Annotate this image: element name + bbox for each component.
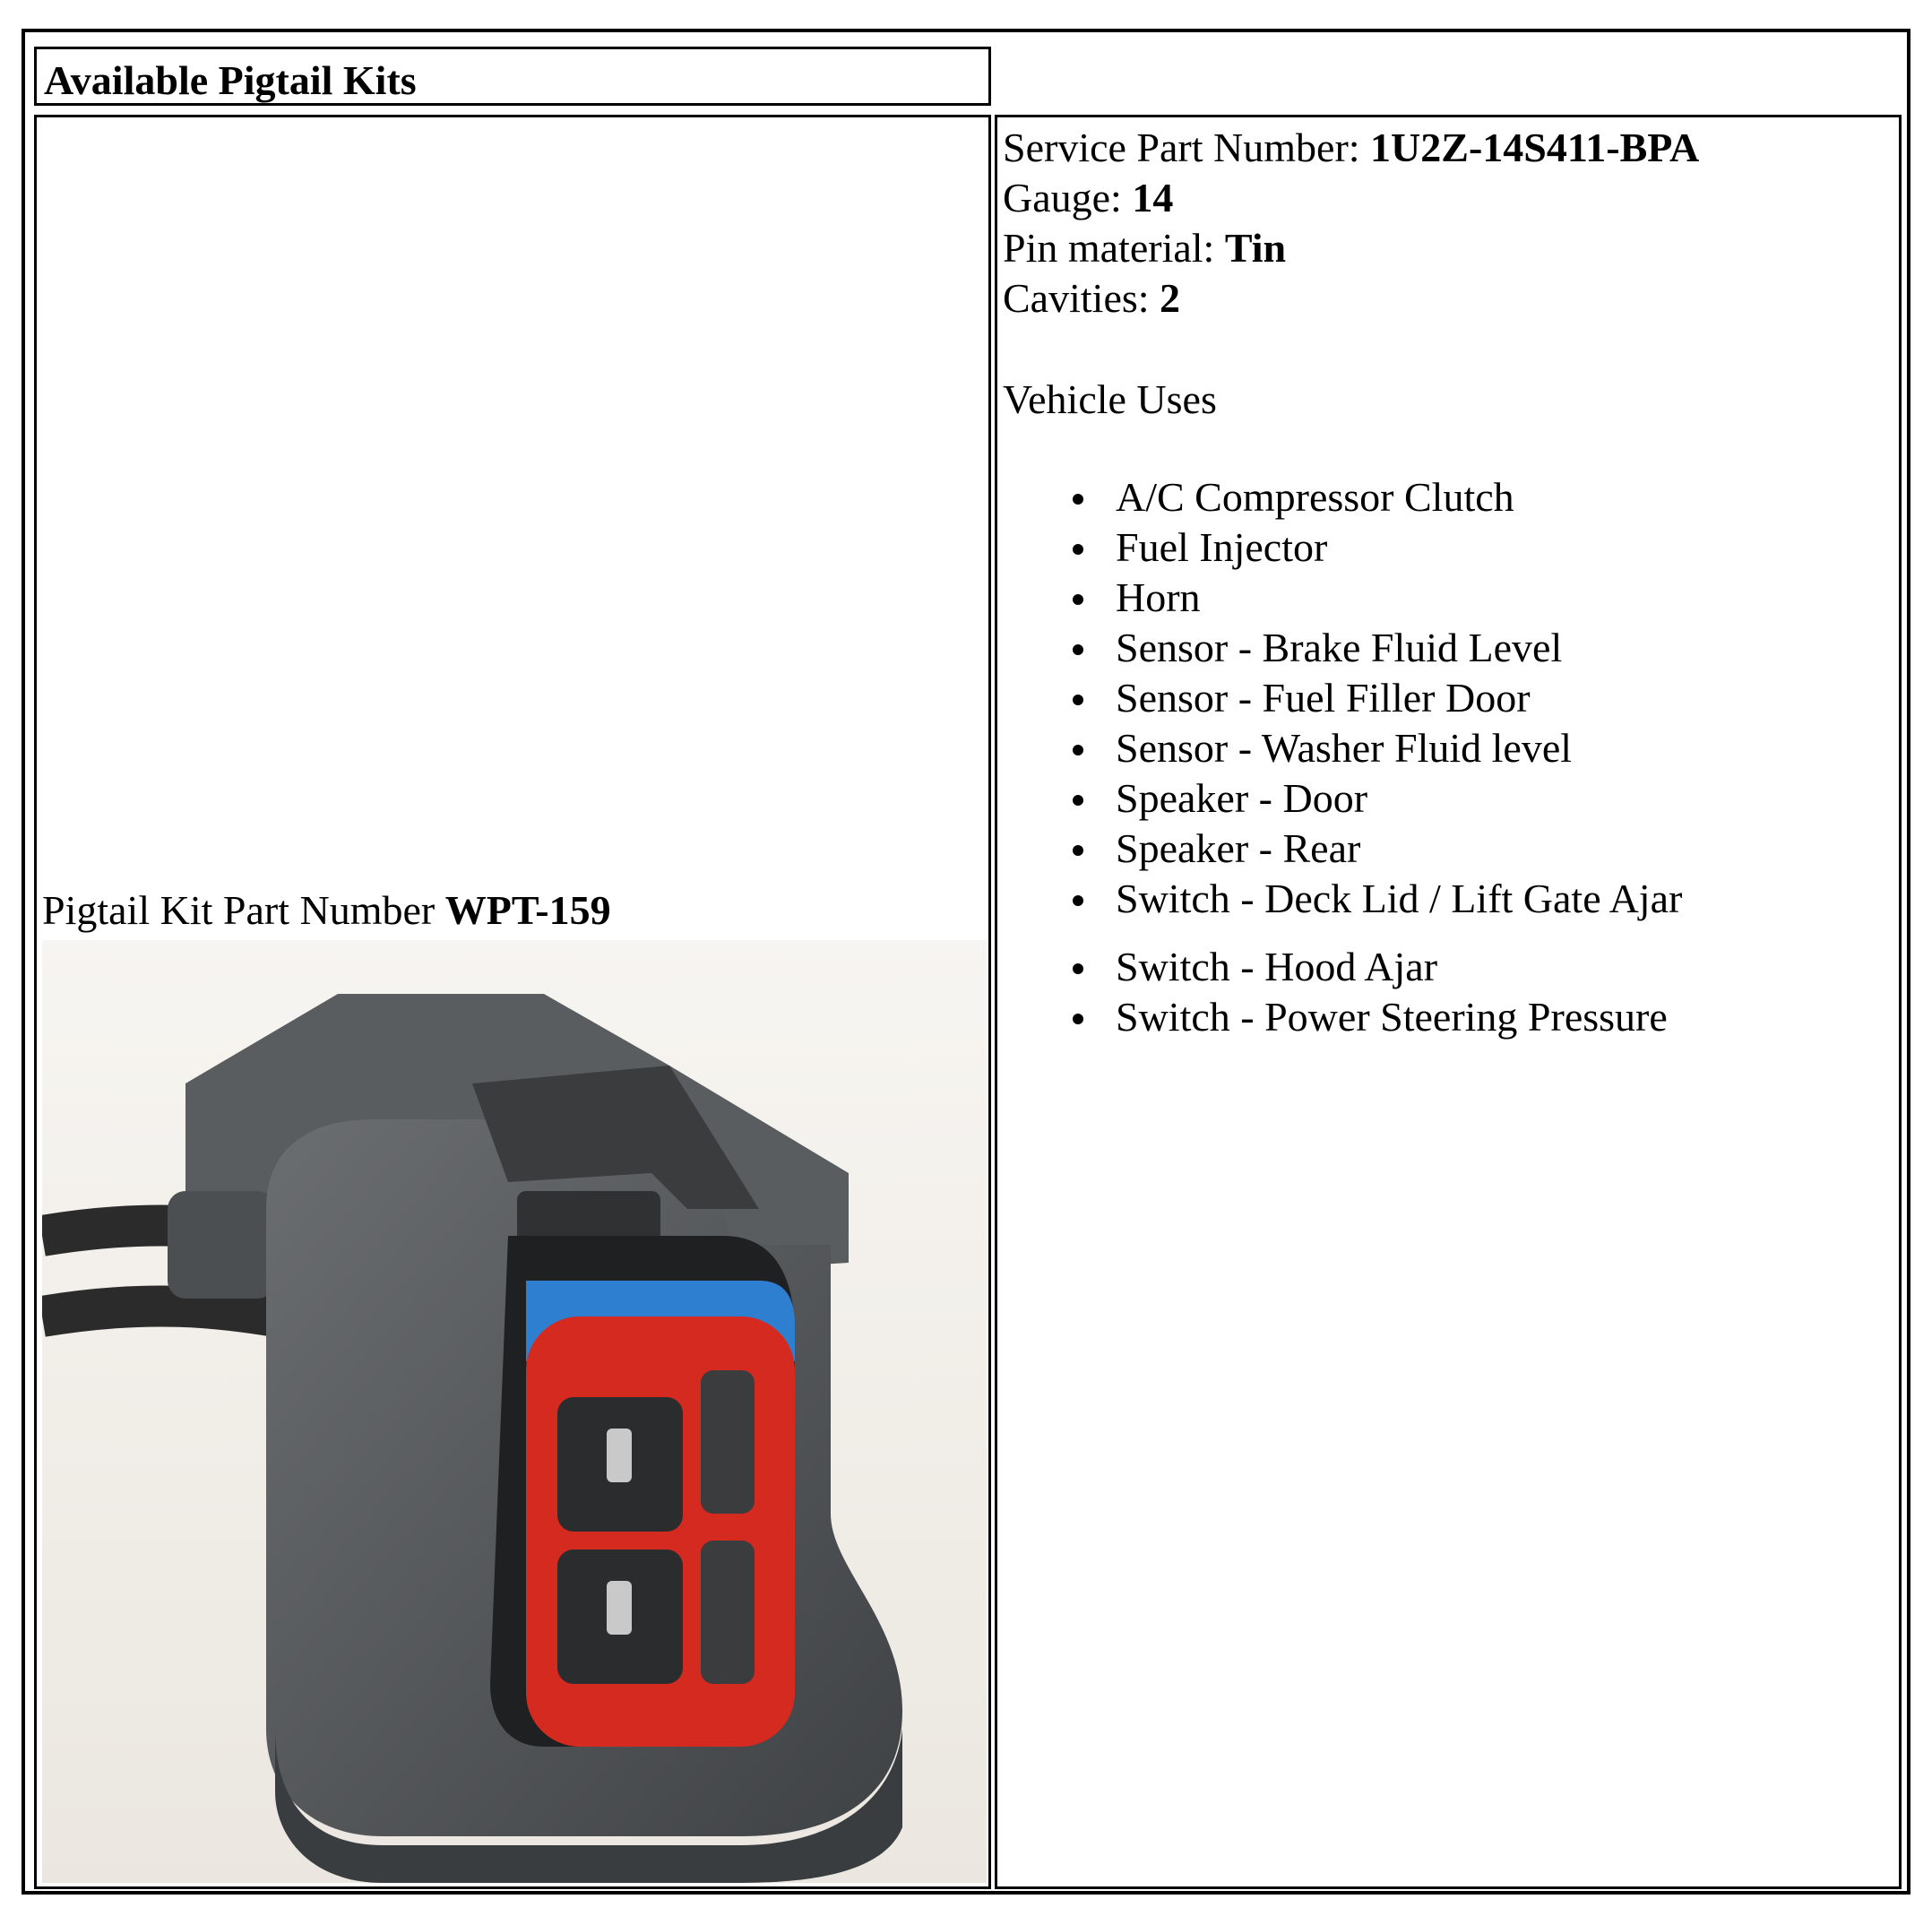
vehicle-uses-heading: Vehicle Uses	[1003, 376, 1217, 422]
table-header-cell	[34, 47, 991, 106]
service-part-line	[1003, 123, 1699, 173]
list-item: A/C Compressor Clutch	[997, 472, 1682, 522]
kit-part-number: WPT-159	[444, 887, 611, 933]
list-item: Switch - Power Steering Pressure	[997, 992, 1682, 1042]
list-item: Speaker - Rear	[997, 824, 1682, 874]
list-item: Switch - Deck Lid / Lift Gate Ajar	[997, 874, 1682, 924]
kit-part-number-line	[42, 886, 611, 934]
list-item: Sensor - Brake Fluid Level	[997, 623, 1682, 673]
kit-part-label: Pigtail Kit Part Number	[42, 887, 436, 933]
list-item: Fuel Injector	[997, 522, 1682, 573]
pigtail-kit-table	[22, 29, 1910, 1895]
cavities-line	[1003, 273, 1180, 324]
gauge-value: 14	[1132, 175, 1174, 220]
kit-image-cell	[34, 115, 991, 1889]
list-item: Sensor - Fuel Filler Door	[997, 673, 1682, 723]
pin-material-value: Tin	[1224, 225, 1287, 271]
gauge-label: Gauge:	[1003, 175, 1122, 220]
connector-photo	[42, 940, 987, 1883]
list-item: Sensor - Washer Fluid level	[997, 723, 1682, 773]
gauge-line	[1003, 173, 1173, 223]
list-item: Horn	[997, 573, 1682, 623]
service-part-label: Service Part Number:	[1003, 125, 1360, 170]
pin-material-line	[1003, 223, 1286, 273]
cavities-label: Cavities:	[1003, 275, 1150, 321]
table-title: Available Pigtail Kits	[44, 57, 417, 103]
vehicle-uses-list	[997, 472, 1682, 1042]
cavities-value: 2	[1160, 275, 1181, 321]
service-part-value: 1U2Z-14S411-BPA	[1370, 125, 1700, 170]
list-item: Speaker - Door	[997, 773, 1682, 824]
pin-material-label: Pin material:	[1003, 225, 1215, 271]
list-item: Switch - Hood Ajar	[997, 942, 1682, 992]
kit-details-cell	[995, 115, 1902, 1889]
